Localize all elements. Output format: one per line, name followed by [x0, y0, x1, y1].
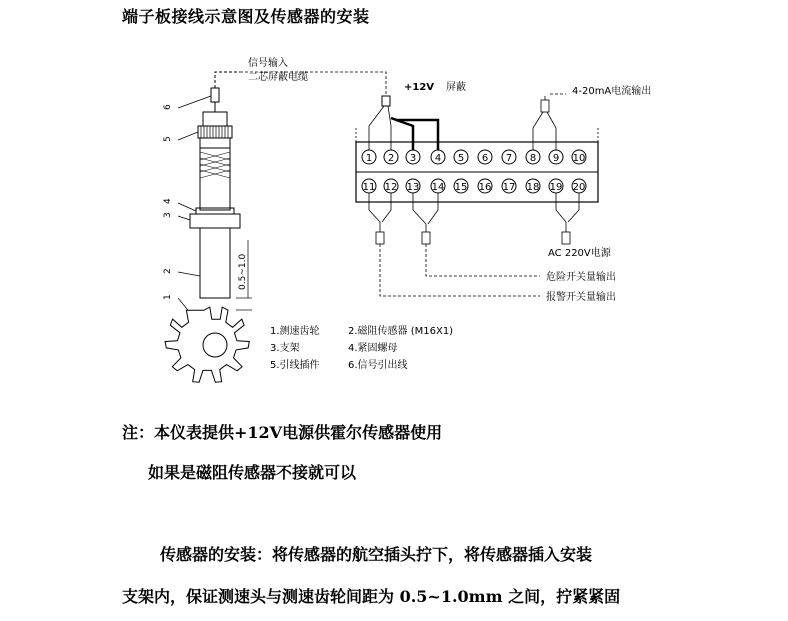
terminal: 4 [434, 153, 442, 164]
sensor-drawing [165, 72, 252, 382]
wires [356, 94, 598, 296]
page-title: 端子板接线示意图及传感器的安装 [122, 7, 370, 26]
ac-power-label: AC 220V电源 [548, 248, 611, 259]
terminal: 11 [362, 182, 376, 193]
legend-item: 3.支架 [270, 343, 300, 354]
terminal: 2 [387, 153, 395, 164]
note-line-1: 注：本仪表提供+12V电源供霍尔传感器使用 [122, 423, 443, 442]
legend-item: 4.紧固螺母 [348, 343, 398, 354]
terminal: 19 [549, 182, 563, 193]
legend-item: 1.测速齿轮 [270, 326, 320, 337]
legend-item: 2.磁阻传感器 (M16X1) [348, 326, 454, 337]
install-paragraph-line-1: 传感器的安装：将传感器的航空插头拧下，将传感器插入安装 [160, 545, 593, 564]
terminal: 17 [502, 182, 516, 193]
terminal: 5 [457, 153, 465, 164]
terminal: 7 [505, 153, 513, 164]
part-number: 3 [163, 212, 173, 218]
terminal: 15 [454, 182, 468, 193]
terminals-bottom [362, 179, 586, 193]
part-numbers [163, 104, 173, 300]
part-number: 1 [163, 294, 173, 300]
terminal: 18 [526, 182, 540, 193]
terminal: 10 [572, 153, 586, 164]
legend [270, 324, 453, 371]
terminal: 3 [409, 153, 417, 164]
cable-label: 二芯屏蔽电缆 [248, 72, 308, 83]
part-number: 4 [163, 198, 173, 204]
gap-label: 0.5~1.0 [238, 253, 248, 290]
legend-item: 6.信号引出线 [348, 360, 408, 371]
terminal: 16 [478, 182, 492, 193]
terminal: 12 [384, 182, 398, 193]
signal-input-label: 信号输入 [248, 58, 288, 69]
terminal: 9 [552, 153, 560, 164]
danger-output-label: 危险开关量输出 [546, 272, 616, 283]
part-number: 2 [163, 268, 173, 274]
shield-label: 屏蔽 [446, 82, 466, 93]
terminal: 8 [529, 153, 537, 164]
install-paragraph-line-2: 支架内，保证测速头与测速齿轮间距为 0.5~1.0mm 之间，拧紧紧固 [122, 587, 621, 606]
note-line-2: 如果是磁阻传感器不接就可以 [148, 463, 357, 482]
part-number: 5 [163, 136, 173, 142]
plus12v-label: +12V [404, 82, 435, 93]
terminal: 20 [572, 182, 586, 193]
terminal: 13 [406, 182, 420, 193]
terminals-top [362, 150, 586, 164]
part-number: 6 [163, 104, 173, 110]
terminal: 14 [431, 182, 445, 193]
alarm-output-label: 报警开关量输出 [546, 292, 616, 303]
terminal: 6 [481, 153, 489, 164]
legend-item: 5.引线插件 [270, 360, 320, 371]
terminal: 1 [365, 153, 373, 164]
current-output-label: 4-20mA电流输出 [572, 86, 652, 97]
